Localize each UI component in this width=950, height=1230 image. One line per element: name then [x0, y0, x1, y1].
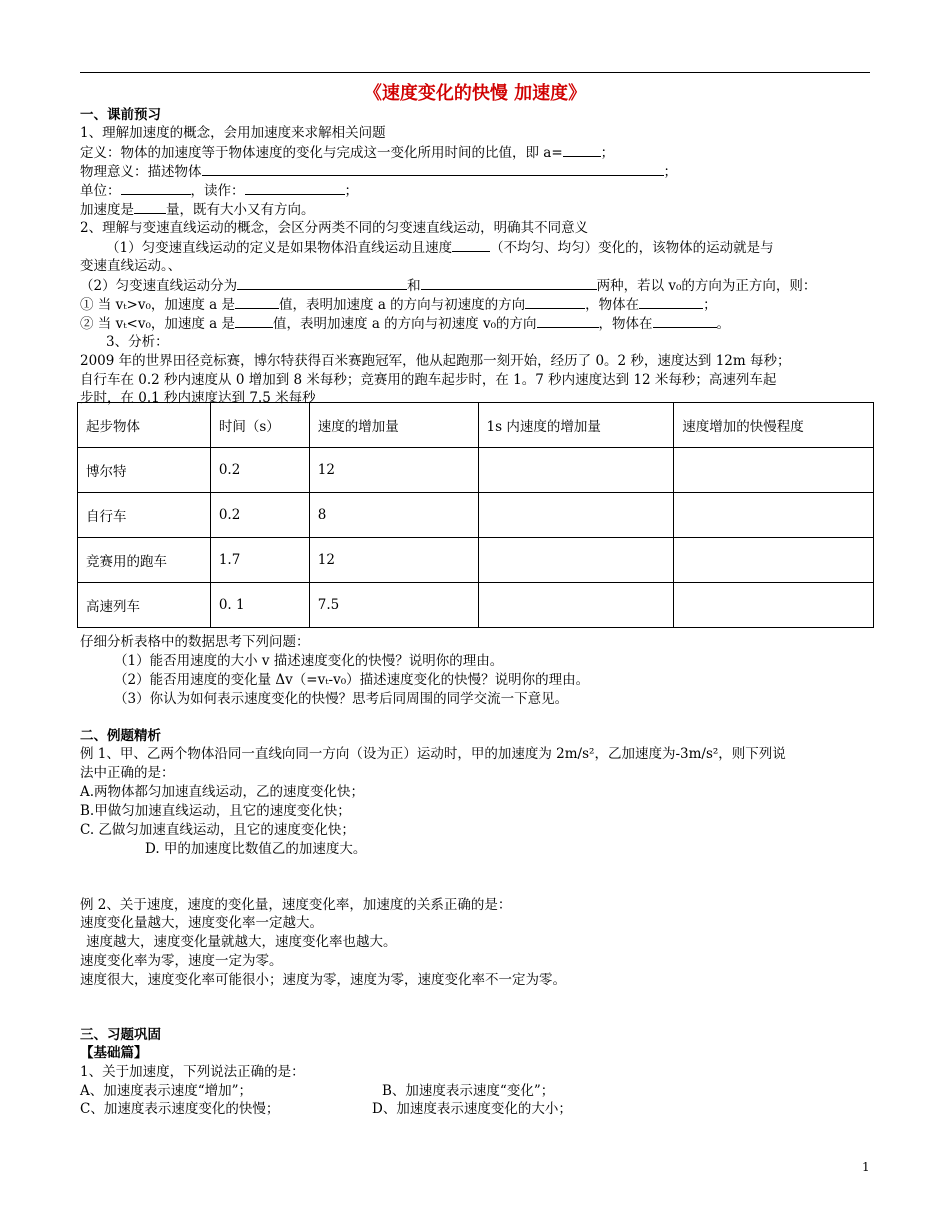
- table-cell-blank[interactable]: [478, 538, 674, 583]
- s1-line-13: 2009 年的世界田径竞标赛，博尔特获得百米赛跑冠军，他从起跑那一刻开始，经历了 0。2 秒，速度达到 12m 每秒；: [80, 353, 791, 369]
- example-2-option-a: 速度变化量越大，速度变化率一定越大。: [80, 915, 323, 931]
- blank: [235, 295, 279, 309]
- read-as-label: ，读作：: [190, 183, 245, 199]
- s1-line-4: [80, 181, 358, 200]
- example-2-option-c: 速度变化率为零，速度一定为零。: [80, 953, 283, 969]
- blank: [121, 181, 191, 195]
- blank: [525, 295, 585, 309]
- example-1-option-d: D. 甲的加速度比数值乙的加速度大。: [145, 841, 367, 857]
- table-cell-blank[interactable]: [674, 493, 874, 538]
- exercise-1-option-d: D、加速度表示速度变化的大小；: [372, 1101, 572, 1117]
- uniform-def-a: （1）匀变速直线运动的定义是如果物体沿直线运动且速度: [106, 240, 453, 256]
- blank: [639, 295, 703, 309]
- example-1-line-b: 法中正确的是：: [80, 765, 175, 781]
- table-header-cell: 速度的增加量: [309, 403, 478, 448]
- table-cell-blank[interactable]: [674, 583, 874, 628]
- table-header-row: [78, 403, 874, 448]
- blank: [452, 238, 490, 252]
- table-row: [78, 493, 874, 538]
- exercise-1-question: 1、关于加速度，下列说法正确的是：: [80, 1064, 305, 1080]
- header-rule: [80, 72, 870, 73]
- unit-label: 单位：: [80, 183, 121, 199]
- example-1-option-b: B.甲做匀加速直线运动，且它的速度变化快；: [80, 803, 351, 819]
- table-cell: 8: [309, 493, 478, 538]
- s1-line-2: [80, 143, 614, 162]
- table-cell: 12: [309, 538, 478, 583]
- meaning-text: 物理意义：描述物体: [80, 164, 202, 180]
- s1-line-3: [80, 162, 677, 181]
- question-1: （1）能否用速度的大小 v 描述速度变化的快慢？说明你的理由。: [114, 653, 504, 669]
- s1-line-15: 步时，在 0.1 秒内速度达到 7.5 米每秒: [80, 390, 316, 406]
- punct: ；: [703, 297, 717, 313]
- table-header-cell: 时间（s）: [210, 403, 309, 448]
- blank: [237, 276, 407, 290]
- table-row: [78, 583, 874, 628]
- types-c: 两种，若以 v₀的方向为正方向，则：: [596, 278, 817, 294]
- exercise-1-option-b: B、加速度表示速度“变化”；: [382, 1083, 555, 1099]
- uniform-def-b: （不均匀、均匀）变化的，该物体的运动就是与: [490, 240, 774, 256]
- page-title: 《速度变化的快慢 加速度》: [363, 83, 587, 104]
- table-cell-blank[interactable]: [674, 538, 874, 583]
- table-row: [78, 538, 874, 583]
- s1-line-9: [80, 276, 816, 295]
- table-cell: 博尔特: [78, 448, 211, 493]
- blank: [421, 276, 597, 290]
- s1-line-1: 1、理解加速度的概念，会用加速度来求解相关问题: [80, 125, 386, 141]
- blank: [235, 314, 273, 328]
- exercise-1-option-c: C、加速度表示速度变化的快慢；: [80, 1101, 280, 1117]
- table-cell: 竞赛用的跑车: [78, 538, 211, 583]
- punct: ；: [344, 183, 358, 199]
- section-3-heading: 三、习题巩固: [80, 1027, 161, 1043]
- basic-subheading: 【基础篇】: [80, 1045, 148, 1061]
- case-1-b: 值，表明加速度 a 的方向与初速度的方向: [279, 297, 526, 313]
- section-1-heading: 一、课前预习: [80, 107, 161, 123]
- s1-line-14: 自行车在 0.2 秒内速度从 0 增加到 8 米每秒；竞赛用的跑车起步时，在 1。7 秒内速度达到 12 米每秒；高速列车起: [80, 372, 777, 388]
- s1-line-7: [106, 238, 774, 257]
- punct: ；: [663, 164, 677, 180]
- table-cell: 7.5: [309, 583, 478, 628]
- example-2-question: 例 2、关于速度，速度的变化量，速度变化率，加速度的关系正确的是：: [80, 897, 512, 913]
- case-1-a: ① 当 vₜ>v₀，加速度 a 是: [80, 297, 236, 313]
- table-cell: 12: [309, 448, 478, 493]
- case-1-c: ，物体在: [585, 297, 640, 313]
- page-number: 1: [862, 1160, 870, 1174]
- types-and: 和: [407, 278, 421, 294]
- blank: [202, 162, 664, 176]
- types-a: （2）匀变速直线运动分为: [80, 278, 238, 294]
- case-2-a: ② 当 vₜ<v₀，加速度 a 是: [80, 316, 236, 332]
- table-cell: 0.2: [210, 448, 309, 493]
- example-1-line-a: 例 1、甲、乙两个物体沿同一直线向同一方向（设为正）运动时，甲的加速度为 2m/s²，乙加速度为-3m/s²，则下列说: [80, 746, 786, 762]
- table-row: [78, 448, 874, 493]
- definition-text: 定义：物体的加速度等于物体速度的变化与完成这一变化所用时间的比值，即 a=: [80, 145, 563, 161]
- example-1-option-a: A.两物体都匀加速直线运动，乙的速度变化快；: [80, 784, 365, 800]
- blank: [537, 314, 599, 328]
- table-header-cell: 起步物体: [78, 403, 211, 448]
- table-cell: 0. 1: [210, 583, 309, 628]
- blank: [563, 143, 601, 157]
- table-cell: 高速列车: [78, 583, 211, 628]
- s1-line-10: [80, 295, 717, 314]
- vector-text-b: 量，既有大小又有方向。: [166, 202, 315, 218]
- question-3: （3）你认为如何表示速度变化的快慢？思考后同周围的同学交流一下意见。: [114, 691, 569, 707]
- blank: [653, 314, 717, 328]
- s1-line-8: 变速直线运动。、: [80, 258, 182, 274]
- example-2-option-b: 速度越大，速度变化量就越大，速度变化率也越大。: [86, 934, 397, 950]
- example-2-option-d: 速度很大，速度变化率可能很小；速度为零，速度为零，速度变化率不一定为零。: [80, 972, 566, 988]
- analysis-table: [77, 402, 874, 628]
- table-header-cell[interactable]: 1s 内速度的增加量: [478, 403, 674, 448]
- table-cell-blank[interactable]: [478, 493, 674, 538]
- s1-line-12: 3、分析：: [106, 334, 169, 350]
- table-cell-blank[interactable]: [478, 448, 674, 493]
- question-2: （2）能否用速度的变化量 Δv（=vₜ-v₀）描述速度变化的快慢？说明你的理由。: [114, 672, 590, 688]
- after-table-intro: 仔细分析表格中的数据思考下列问题：: [80, 634, 310, 650]
- s1-line-5: [80, 200, 315, 219]
- table-cell: 1.7: [210, 538, 309, 583]
- case-2-c: ，物体在: [598, 316, 653, 332]
- s1-line-11: [80, 314, 730, 333]
- table-cell-blank[interactable]: [674, 448, 874, 493]
- s1-line-6: 2、理解与变速直线运动的概念，会区分两类不同的匀变速直线运动，明确其不同意义: [80, 220, 589, 236]
- table-cell: 自行车: [78, 493, 211, 538]
- table-cell: 0.2: [210, 493, 309, 538]
- blank: [245, 181, 345, 195]
- section-2-heading: 二、例题精析: [80, 728, 161, 744]
- exercise-1-option-a: A、加速度表示速度“增加”；: [80, 1083, 253, 1099]
- case-2-b: 值，表明加速度 a 的方向与初速度 v₀的方向: [273, 316, 537, 332]
- punct: ；: [600, 145, 615, 161]
- table-cell-blank[interactable]: [478, 583, 674, 628]
- vector-text-a: 加速度是: [80, 202, 134, 218]
- example-1-option-c: C. 乙做匀加速直线运动，且它的速度变化快；: [80, 822, 355, 838]
- punct: 。: [716, 316, 730, 332]
- table-header-cell[interactable]: 速度增加的快慢程度: [674, 403, 874, 448]
- blank: [134, 200, 166, 214]
